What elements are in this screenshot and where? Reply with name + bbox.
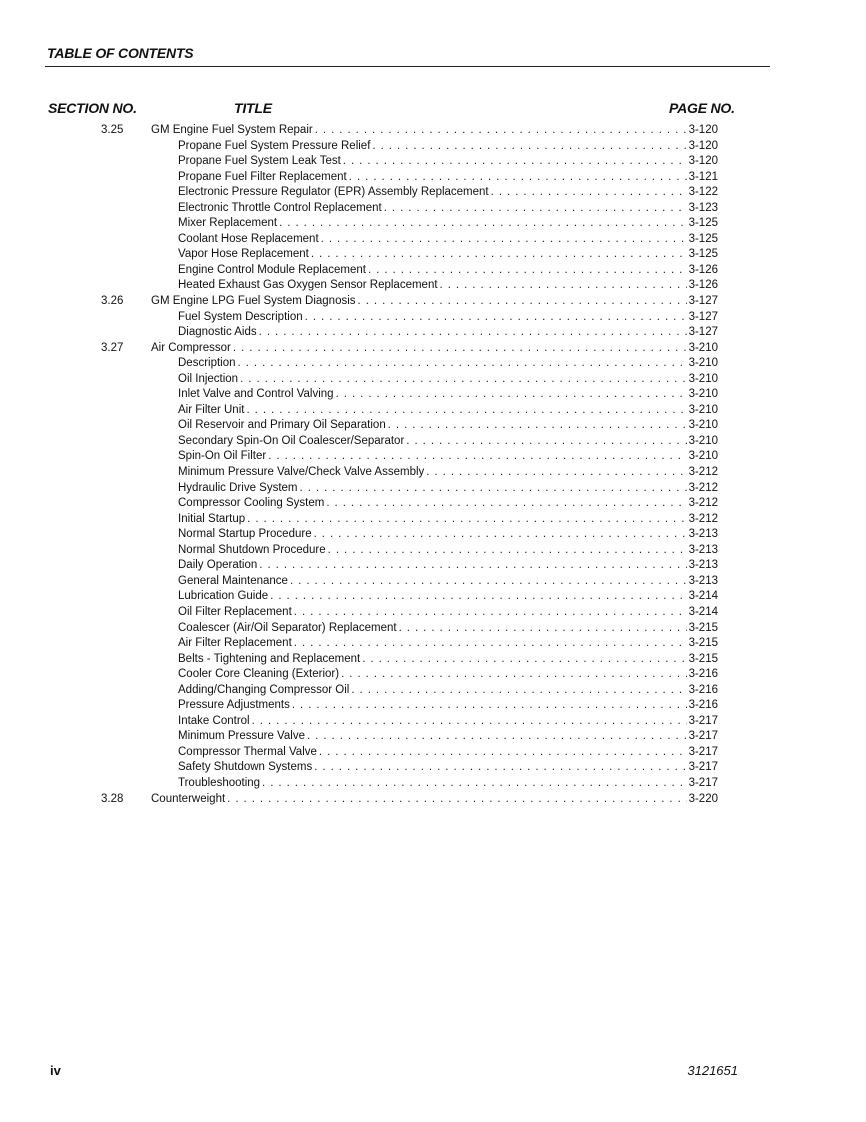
- section-no-column-header: SECTION NO.: [48, 100, 137, 116]
- toc-entry-line: [178, 232, 718, 248]
- toc-entry[interactable]: [0, 154, 866, 170]
- toc-entry[interactable]: [0, 325, 866, 341]
- toc-entry-title[interactable]: Belts - Tightening and Replacement: [178, 652, 361, 665]
- toc-entry-title[interactable]: Air Filter Replacement: [178, 637, 292, 650]
- toc-entry-line: [178, 387, 718, 403]
- toc-entry-line: [178, 170, 718, 186]
- toc-entry[interactable]: [0, 636, 866, 652]
- dot-leader: [426, 465, 686, 481]
- toc-entry-line: [178, 325, 718, 341]
- toc-entry-page[interactable]: 3-210: [688, 388, 718, 401]
- dot-leader: [311, 247, 687, 263]
- dot-leader: [336, 387, 687, 403]
- toc-entry-page[interactable]: 3-121: [688, 170, 718, 183]
- toc-entry[interactable]: [0, 621, 866, 637]
- dot-leader: [294, 605, 687, 621]
- toc-entry-line: [178, 418, 718, 434]
- dot-leader: [290, 574, 687, 590]
- toc-entry-title[interactable]: Pressure Adjustments: [178, 699, 290, 712]
- dot-leader: [233, 341, 687, 357]
- dot-leader: [259, 325, 687, 341]
- toc-entry-page[interactable]: 3-120: [688, 155, 718, 168]
- header-rule: [45, 66, 770, 67]
- toc-entry-title[interactable]: Hydraulic Drive System: [178, 481, 298, 494]
- toc-entry-page[interactable]: 3-214: [688, 605, 718, 618]
- dot-leader: [279, 216, 687, 232]
- dot-leader: [259, 558, 686, 574]
- toc-entry-line: [178, 558, 718, 574]
- toc-section-number: 3.25: [101, 124, 124, 136]
- toc-entry-page[interactable]: 3-212: [688, 466, 718, 479]
- toc-entry-line: [178, 372, 718, 388]
- toc-entry-page[interactable]: 3-127: [688, 295, 718, 308]
- dot-leader: [307, 729, 687, 745]
- toc-section-number: 3.26: [101, 295, 124, 308]
- toc-entry-title[interactable]: GM Engine LPG Fuel System Diagnosis: [151, 295, 356, 308]
- toc-entry[interactable]: [0, 527, 866, 543]
- toc-entry-title[interactable]: Diagnostic Aids: [178, 326, 257, 339]
- toc-entry-line: [178, 263, 718, 279]
- dot-leader: [238, 356, 687, 372]
- toc-entry-page[interactable]: 3-216: [688, 668, 718, 681]
- dot-leader: [343, 154, 687, 170]
- dot-leader: [252, 714, 687, 730]
- toc-entry[interactable]: [0, 558, 866, 574]
- toc-entry-title[interactable]: Lubrication Guide: [178, 590, 269, 603]
- toc-entry-title[interactable]: Engine Control Module Replacement: [178, 263, 366, 276]
- dot-leader: [292, 698, 687, 714]
- dot-leader: [388, 418, 687, 434]
- dot-leader: [270, 589, 686, 605]
- toc-entry[interactable]: [0, 605, 866, 621]
- toc-entry[interactable]: [0, 263, 866, 279]
- toc-entry-page[interactable]: 3-215: [688, 652, 718, 665]
- toc-entry[interactable]: [0, 123, 866, 139]
- toc-entry[interactable]: [0, 170, 866, 186]
- toc-entry[interactable]: [0, 792, 866, 808]
- toc-entry-page[interactable]: 3-126: [688, 263, 718, 276]
- toc-entry-line: [178, 760, 718, 776]
- toc-entry-page[interactable]: 3-213: [688, 528, 718, 541]
- toc-entry-title[interactable]: Air Filter Unit: [178, 403, 245, 416]
- toc-entry[interactable]: [0, 278, 866, 294]
- toc-entry-title[interactable]: Intake Control: [178, 714, 250, 727]
- toc-entry-page[interactable]: 3-213: [688, 559, 718, 572]
- dot-leader: [300, 481, 687, 497]
- dot-leader: [247, 512, 686, 528]
- dot-leader: [406, 434, 686, 450]
- toc-entry[interactable]: [0, 185, 866, 201]
- toc-entry-title[interactable]: Compressor Cooling System: [178, 497, 325, 510]
- toc-entry-title[interactable]: Mixer Replacement: [178, 217, 278, 230]
- toc-entry[interactable]: [0, 729, 866, 745]
- dot-leader: [372, 139, 686, 155]
- toc-entry[interactable]: [0, 232, 866, 248]
- toc-entry[interactable]: [0, 574, 866, 590]
- toc-entry-title[interactable]: Heated Exhaust Gas Oxygen Sensor Replacement: [178, 279, 438, 292]
- toc-entry-line: [178, 247, 718, 263]
- toc-entry-page[interactable]: 3-126: [688, 279, 718, 292]
- dot-leader: [351, 683, 686, 699]
- toc-entry-page[interactable]: 3-214: [688, 590, 718, 603]
- toc-entry-line: [178, 449, 718, 465]
- toc-entry-page[interactable]: 3-212: [688, 512, 718, 525]
- toc-entry-page[interactable]: 3-210: [688, 357, 718, 370]
- toc-entry-page[interactable]: 3-215: [688, 637, 718, 650]
- toc-entry[interactable]: [0, 403, 866, 419]
- toc-entry[interactable]: [0, 481, 866, 497]
- toc-entry[interactable]: [0, 372, 866, 388]
- toc-entry-line: [178, 636, 718, 652]
- dot-leader: [227, 792, 686, 808]
- toc-entry[interactable]: [0, 496, 866, 512]
- dot-leader: [246, 403, 686, 419]
- toc-entry-page[interactable]: 3-210: [688, 372, 718, 385]
- toc-entry-page[interactable]: 3-216: [688, 699, 718, 712]
- toc-entry-line: [151, 341, 718, 357]
- dot-leader: [326, 496, 686, 512]
- toc-entry[interactable]: [0, 247, 866, 263]
- toc-entry-line: [151, 294, 718, 310]
- toc-entry-line: [178, 683, 718, 699]
- toc-entry-line: [178, 216, 718, 232]
- toc-entry[interactable]: [0, 434, 866, 450]
- toc-entry[interactable]: [0, 652, 866, 668]
- toc-entry-page[interactable]: 3-210: [688, 450, 718, 463]
- toc-entry[interactable]: [0, 216, 866, 232]
- toc-entry-page[interactable]: 3-215: [688, 621, 718, 634]
- toc-entry-title[interactable]: Propane Fuel System Pressure Relief: [178, 139, 371, 152]
- toc-entry-title[interactable]: Description: [178, 357, 236, 370]
- footer-page-label: iv: [50, 1063, 61, 1078]
- footer-doc-number: 3121651: [687, 1063, 738, 1078]
- toc-entry-line: [178, 201, 718, 217]
- toc-entry-title[interactable]: Coolant Hose Replacement: [178, 232, 319, 245]
- toc-entry[interactable]: [0, 294, 866, 310]
- dot-leader: [341, 667, 687, 683]
- dot-leader: [240, 372, 686, 388]
- toc-entry[interactable]: [0, 589, 866, 605]
- toc-entry[interactable]: [0, 387, 866, 403]
- toc-entry-title[interactable]: Troubleshooting: [178, 776, 261, 789]
- toc-entry-page[interactable]: 3-220: [688, 792, 718, 805]
- toc-entry-title[interactable]: Propane Fuel System Leak Test: [178, 155, 341, 168]
- toc-entry-title[interactable]: Coalescer (Air/Oil Separator) Replacement: [178, 621, 397, 634]
- toc-entry-line: [178, 729, 718, 745]
- toc-entry[interactable]: [0, 683, 866, 699]
- dot-leader: [328, 543, 687, 559]
- toc-entry-line: [178, 621, 718, 637]
- dot-leader: [399, 621, 687, 637]
- toc-entry-line: [151, 123, 718, 139]
- toc-entry[interactable]: [0, 418, 866, 434]
- toc-entry-title[interactable]: Air Compressor: [151, 341, 231, 354]
- toc-entry-line: [178, 605, 718, 621]
- toc-entry-title[interactable]: Oil Injection: [178, 372, 239, 385]
- toc-entry-line: [178, 776, 718, 792]
- toc-entry-page[interactable]: 3-212: [688, 481, 718, 494]
- title-column-header: TITLE: [234, 100, 272, 116]
- toc-entry-page[interactable]: 3-210: [688, 341, 718, 354]
- toc-section-number: 3.27: [101, 341, 124, 354]
- toc-entry-page[interactable]: 3-210: [688, 403, 718, 416]
- toc-entry-line: [151, 792, 718, 808]
- toc-entry[interactable]: [0, 745, 866, 761]
- dot-leader: [368, 263, 687, 279]
- dot-leader: [319, 745, 687, 761]
- toc-entry[interactable]: [0, 465, 866, 481]
- toc-entry-page[interactable]: 3-123: [688, 201, 718, 214]
- toc-entry-page[interactable]: 3-217: [688, 730, 718, 743]
- toc-entry[interactable]: [0, 543, 866, 559]
- toc-entry-title[interactable]: Normal Startup Procedure: [178, 528, 312, 541]
- toc-entry[interactable]: [0, 714, 866, 730]
- toc-entry[interactable]: [0, 760, 866, 776]
- toc-entry[interactable]: [0, 776, 866, 792]
- toc-entry-title[interactable]: Safety Shutdown Systems: [178, 761, 313, 774]
- toc-entry-line: [178, 698, 718, 714]
- toc-list: [0, 123, 866, 807]
- toc-entry-page[interactable]: 3-210: [688, 434, 718, 447]
- dot-leader: [362, 652, 686, 668]
- toc-entry[interactable]: [0, 201, 866, 217]
- toc-entry-line: [178, 667, 718, 683]
- dot-leader: [321, 232, 687, 248]
- toc-entry-page[interactable]: 3-125: [688, 217, 718, 230]
- toc-section-number: 3.28: [101, 792, 124, 805]
- toc-entry-title[interactable]: Compressor Thermal Valve: [178, 745, 317, 758]
- toc-entry-line: [178, 356, 718, 372]
- toc-entry[interactable]: [0, 139, 866, 155]
- toc-entry-page[interactable]: 3-120: [688, 124, 718, 136]
- toc-entry[interactable]: [0, 341, 866, 357]
- toc-entry-line: [178, 185, 718, 201]
- toc-entry-title[interactable]: Secondary Spin-On Oil Coalescer/Separator: [178, 434, 405, 447]
- dot-leader: [305, 310, 687, 326]
- toc-entry-line: [178, 496, 718, 512]
- toc-entry-page[interactable]: 3-217: [688, 776, 718, 789]
- toc-entry-page[interactable]: 3-217: [688, 745, 718, 758]
- toc-entry[interactable]: [0, 698, 866, 714]
- toc-entry-page[interactable]: 3-217: [688, 761, 718, 774]
- toc-entry-page[interactable]: 3-212: [688, 497, 718, 510]
- dot-leader: [314, 527, 687, 543]
- dot-leader: [294, 636, 687, 652]
- toc-entry-title[interactable]: Oil Filter Replacement: [178, 605, 292, 618]
- toc-entry[interactable]: [0, 310, 866, 326]
- toc-entry-title[interactable]: Cooler Core Cleaning (Exterior): [178, 668, 340, 681]
- toc-entry-line: [178, 652, 718, 668]
- toc-entry-title[interactable]: Fuel System Description: [178, 310, 303, 323]
- toc-entry[interactable]: [0, 449, 866, 465]
- toc-entry-title[interactable]: Minimum Pressure Valve: [178, 730, 305, 743]
- dot-leader: [358, 294, 687, 310]
- dot-leader: [314, 760, 686, 776]
- toc-entry-line: [178, 154, 718, 170]
- toc-entry-line: [178, 403, 718, 419]
- toc-entry-line: [178, 465, 718, 481]
- toc-entry-page[interactable]: 3-125: [688, 248, 718, 261]
- toc-entry-page[interactable]: 3-213: [688, 574, 718, 587]
- toc-entry-line: [178, 310, 718, 326]
- dot-leader: [315, 123, 687, 139]
- toc-entry-title[interactable]: Oil Reservoir and Primary Oil Separation: [178, 419, 386, 432]
- dot-leader: [349, 170, 687, 186]
- toc-entry-line: [178, 714, 718, 730]
- toc-entry-title[interactable]: Daily Operation: [178, 559, 258, 572]
- toc-entry-title[interactable]: Normal Shutdown Procedure: [178, 543, 326, 556]
- dot-leader: [384, 201, 687, 217]
- toc-entry-title[interactable]: Propane Fuel Filter Replacement: [178, 170, 347, 183]
- dot-leader: [440, 278, 687, 294]
- toc-entry-line: [178, 434, 718, 450]
- toc-entry-title[interactable]: Initial Startup: [178, 512, 246, 525]
- toc-entry-line: [178, 139, 718, 155]
- toc-entry-title[interactable]: Minimum Pressure Valve/Check Valve Assembly: [178, 466, 425, 479]
- toc-entry-title[interactable]: Vapor Hose Replacement: [178, 248, 309, 261]
- toc-entry-page[interactable]: 3-127: [688, 326, 718, 339]
- toc-entry-title[interactable]: Counterweight: [151, 792, 226, 805]
- toc-entry-page[interactable]: 3-125: [688, 232, 718, 245]
- toc-entry[interactable]: [0, 356, 866, 372]
- toc-entry-title[interactable]: General Maintenance: [178, 574, 288, 587]
- toc-entry-line: [178, 278, 718, 294]
- toc-entry-page[interactable]: 3-217: [688, 714, 718, 727]
- toc-entry-title[interactable]: Electronic Pressure Regulator (EPR) Assembly Replacement: [178, 186, 489, 199]
- page-header-title: TABLE OF CONTENTS: [47, 45, 194, 61]
- toc-entry[interactable]: [0, 667, 866, 683]
- toc-entry-line: [178, 543, 718, 559]
- toc-entry-line: [178, 527, 718, 543]
- toc-entry-page[interactable]: 3-210: [688, 419, 718, 432]
- toc-entry-page[interactable]: 3-216: [688, 683, 718, 696]
- toc-entry-title[interactable]: Spin-On Oil Filter: [178, 450, 267, 463]
- toc-entry-title[interactable]: Adding/Changing Compressor Oil: [178, 683, 350, 696]
- dot-leader: [491, 185, 687, 201]
- dot-leader: [262, 776, 687, 792]
- toc-entry-page[interactable]: 3-213: [688, 543, 718, 556]
- toc-entry-title[interactable]: GM Engine Fuel System Repair: [151, 124, 313, 136]
- dot-leader: [268, 449, 686, 465]
- page-no-column-header: PAGE NO.: [669, 100, 735, 116]
- toc-entry[interactable]: [0, 512, 866, 528]
- toc-entry-title[interactable]: Inlet Valve and Control Valving: [178, 388, 334, 401]
- toc-entry-page[interactable]: 3-127: [688, 310, 718, 323]
- toc-entry-line: [178, 481, 718, 497]
- toc-entry-line: [178, 574, 718, 590]
- toc-entry-line: [178, 745, 718, 761]
- toc-entry-page[interactable]: 3-120: [688, 139, 718, 152]
- toc-entry-title[interactable]: Electronic Throttle Control Replacement: [178, 201, 382, 214]
- toc-entry-line: [178, 589, 718, 605]
- toc-entry-line: [178, 512, 718, 528]
- toc-entry-page[interactable]: 3-122: [688, 186, 718, 199]
